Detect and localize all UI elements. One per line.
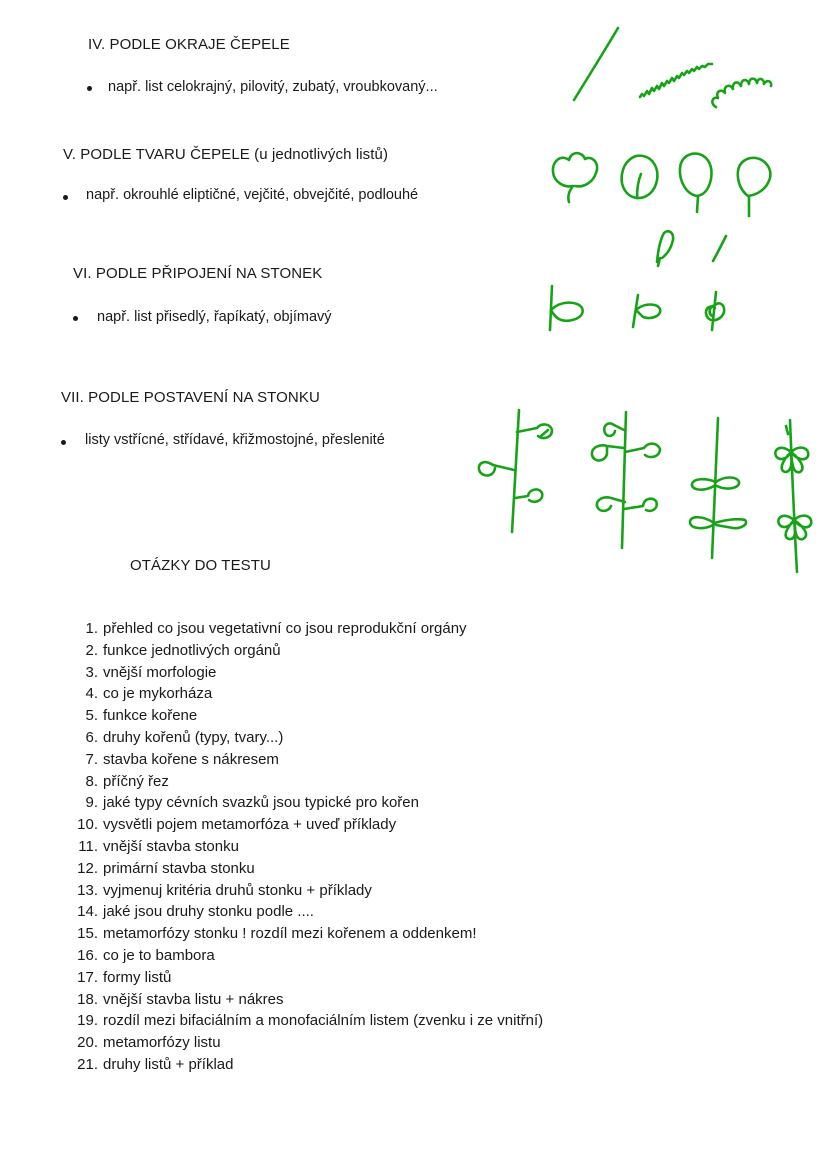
section-bullet-postaveni: listy vstřícné, střídavé, křižmostojné, přeslenité — [85, 432, 385, 448]
question-text: co je mykorháza — [103, 685, 213, 703]
question-number: 11. — [78, 837, 98, 855]
leaf-shape-oblong-sketch — [657, 231, 673, 266]
question-item — [85, 683, 543, 705]
question-text: vysvětli pojem metamorfóza + uveď příklady — [103, 816, 397, 834]
question-number: 21. — [77, 1055, 98, 1073]
question-item — [77, 967, 543, 989]
leaf-attachment-amplexicaul-sketch — [706, 292, 724, 330]
leaf-attachment-sessile-sketch — [550, 286, 583, 330]
question-text: formy listů — [103, 968, 172, 986]
question-item — [85, 771, 543, 793]
question-number: 4. — [85, 685, 98, 703]
questions-title: OTÁZKY DO TESTU — [130, 557, 271, 574]
question-item — [85, 749, 543, 771]
section-heading-tvar: V. PODLE TVARU ČEPELE (u jednotlivých listů) — [63, 146, 389, 163]
question-number: 1. — [85, 620, 98, 637]
leaf-margin-entire-sketch — [574, 28, 618, 100]
question-number: 2. — [85, 641, 98, 659]
question-item — [77, 814, 543, 836]
question-item — [77, 923, 543, 945]
question-number: 17. — [77, 968, 98, 986]
leaf-attachment-petiolate-sketch — [633, 295, 660, 327]
question-number: 6. — [85, 728, 98, 746]
question-item — [77, 858, 543, 880]
question-number: 20. — [77, 1034, 98, 1052]
leaf-arrangement-alternate-sketch — [592, 412, 660, 548]
question-text: primární stavba stonku — [103, 859, 255, 877]
question-number: 9. — [85, 794, 98, 812]
question-number: 12. — [77, 859, 98, 877]
question-text: jaké typy cévních svazků jsou typické pro kořen — [103, 794, 419, 812]
section-heading-pripojeni: VI. PODLE PŘIPOJENÍ NA STONEK — [73, 265, 323, 282]
section-bullet-tvar: např. okrouhlé eliptičné, vejčité, obvejčité, podlouhé — [86, 187, 419, 203]
leaf-shape-orbicular-sketch — [622, 156, 658, 198]
question-item — [85, 727, 543, 749]
question-number: 15. — [77, 925, 98, 943]
bullet-icon — [61, 440, 66, 445]
question-item — [77, 989, 543, 1011]
question-text: druhy listů + příklad — [103, 1055, 234, 1073]
bullet-icon — [63, 195, 68, 200]
leaf-margin-serrate-sketch — [640, 64, 712, 97]
question-text: stavba kořene s nákresem — [103, 750, 279, 768]
question-text: přehled co jsou vegetativní co jsou reprodukční orgány — [103, 620, 467, 637]
section-heading-okraj: IV. PODLE OKRAJE ČEPELE — [88, 36, 290, 53]
bullet-icon — [87, 86, 92, 91]
question-item — [77, 1032, 543, 1054]
leaf-shape-cordate-sketch — [553, 153, 597, 202]
question-text: vnější stavba listu + nákres — [103, 990, 284, 1008]
question-number: 16. — [77, 946, 98, 964]
question-text: vnější stavba stonku — [103, 837, 239, 855]
questions-list — [77, 618, 544, 1076]
question-item — [85, 792, 543, 814]
leaf-shape-obovate-sketch — [738, 158, 771, 216]
question-number: 10. — [77, 816, 98, 834]
question-text: metamorfózy listu — [103, 1034, 221, 1052]
leaf-shape-linear-sketch — [713, 236, 726, 261]
question-text: příčný řez — [103, 772, 169, 790]
question-text: vnější morfologie — [103, 663, 217, 681]
question-number: 14. — [77, 903, 98, 921]
leaf-shape-ovate-sketch — [680, 154, 712, 212]
question-number: 18. — [77, 990, 98, 1008]
question-item — [85, 705, 543, 727]
question-number: 19. — [77, 1012, 98, 1030]
question-item — [77, 945, 543, 967]
question-item — [77, 1054, 543, 1076]
section-bullet-pripojeni: např. list přisedlý, řapíkatý, objímavý — [97, 309, 332, 325]
leaf-arrangement-decussate-sketch — [690, 418, 746, 558]
question-item — [77, 1010, 544, 1032]
section-heading-postaveni: VII. PODLE POSTAVENÍ NA STONKU — [61, 389, 320, 406]
question-number: 3. — [85, 663, 98, 681]
question-text: vyjmenuj kritéria druhů stonku + příklady — [103, 881, 372, 899]
question-number: 7. — [85, 750, 98, 768]
bullet-icon — [73, 316, 78, 321]
question-item — [85, 640, 543, 662]
question-text: jaké jsou druhy stonku podle .... — [103, 903, 314, 921]
section-bullet-okraj: např. list celokrajný, pilovitý, zubatý, vroubkovaný... — [108, 79, 438, 95]
question-number: 13. — [77, 881, 98, 899]
question-item — [77, 901, 543, 923]
question-text: metamorfózy stonku ! rozdíl mezi kořenem a oddenkem! — [103, 925, 477, 943]
question-text: co je to bambora — [103, 946, 215, 964]
question-item — [85, 618, 543, 640]
question-text: druhy kořenů (typy, tvary...) — [103, 728, 284, 746]
leaf-margin-crenate-sketch — [712, 79, 771, 107]
question-text: funkce kořene — [103, 707, 198, 725]
question-text: funkce jednotlivých orgánů — [103, 641, 281, 659]
leaf-arrangement-whorled-sketch — [775, 420, 811, 572]
question-number: 5. — [85, 707, 98, 725]
question-item — [78, 836, 543, 858]
question-item — [77, 880, 543, 902]
question-text: rozdíl mezi bifaciálním a monofaciálním listem (zvenku i ze vnitřní) — [103, 1012, 544, 1030]
question-item — [85, 662, 543, 684]
leaf-arrangement-opposite-sketch — [479, 410, 552, 532]
question-number: 8. — [85, 772, 98, 790]
